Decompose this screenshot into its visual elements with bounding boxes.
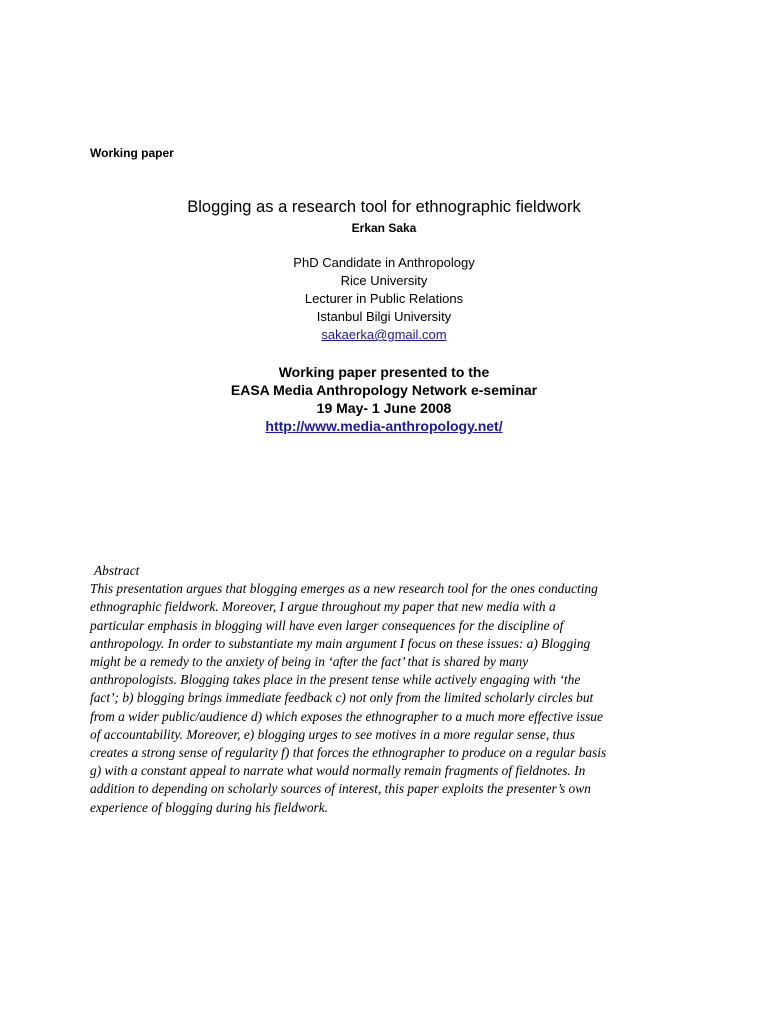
abstract-line: anthropology. In order to substantiate my main argument I focus on these issues: a) Blogging bbox=[90, 635, 591, 651]
seminar-name: EASA Media Anthropology Network e-seminar bbox=[230, 382, 538, 398]
paper-title: Blogging as a research tool for ethnographic fieldwork bbox=[187, 198, 581, 216]
abstract-line: This presentation argues that blogging emerges as a new research tool for the ones conducting bbox=[90, 581, 598, 597]
affiliation-line: Lecturer in Public Relations bbox=[304, 291, 464, 306]
abstract-line: from a wider public/audience d) which exposes the ethnographer to a much more effective issue bbox=[90, 708, 603, 724]
author-name: Erkan Saka bbox=[351, 221, 417, 235]
affiliation-block bbox=[0, 254, 768, 344]
seminar-dates: 19 May- 1 June 2008 bbox=[316, 400, 452, 416]
abstract-line: of accountability. Moreover, e) blogging urges to see motives in a more regular sense, thus bbox=[90, 726, 575, 742]
abstract-line: fact’; b) blogging brings immediate feedback c) not only from the limited scholarly circles but bbox=[90, 690, 594, 706]
abstract-section bbox=[90, 562, 690, 817]
email-link[interactable]: sakaerka@gmail.com bbox=[321, 327, 447, 342]
abstract-line: creates a strong sense of regularity f) that forces the ethnographer to produce on a regular basis bbox=[90, 745, 607, 761]
abstract-line: ethnographic fieldwork. Moreover, I argue throughout my paper that new media with a bbox=[90, 599, 556, 615]
affiliation-line: PhD Candidate in Anthropology bbox=[293, 255, 475, 270]
presentation-block bbox=[0, 363, 768, 435]
working-paper-label: Working paper bbox=[90, 146, 174, 160]
abstract-line: anthropologists. Blogging takes place in the present tense while actively engaging with ‘the bbox=[90, 672, 581, 688]
abstract-heading: Abstract bbox=[94, 563, 140, 578]
abstract-line: g) with a constant appeal to narrate what would normally remain fragments of fieldnotes. In bbox=[90, 763, 586, 779]
affiliation-line: Rice University bbox=[340, 273, 428, 288]
affiliation-line: Istanbul Bilgi University bbox=[316, 309, 452, 324]
abstract-line: addition to depending on scholarly sources of interest, this paper exploits the presenter’s own bbox=[90, 781, 591, 797]
presented-to-line: Working paper presented to the bbox=[278, 364, 490, 380]
abstract-line: particular emphasis in blogging will have even larger consequences for the discipline of bbox=[90, 617, 564, 633]
abstract-line: experience of blogging during his fieldwork. bbox=[90, 799, 329, 815]
abstract-line: might be a remedy to the anxiety of being in ‘after the fact’ that is shared by many bbox=[90, 654, 529, 670]
website-link[interactable]: http://www.media-anthropology.net/ bbox=[265, 418, 503, 434]
